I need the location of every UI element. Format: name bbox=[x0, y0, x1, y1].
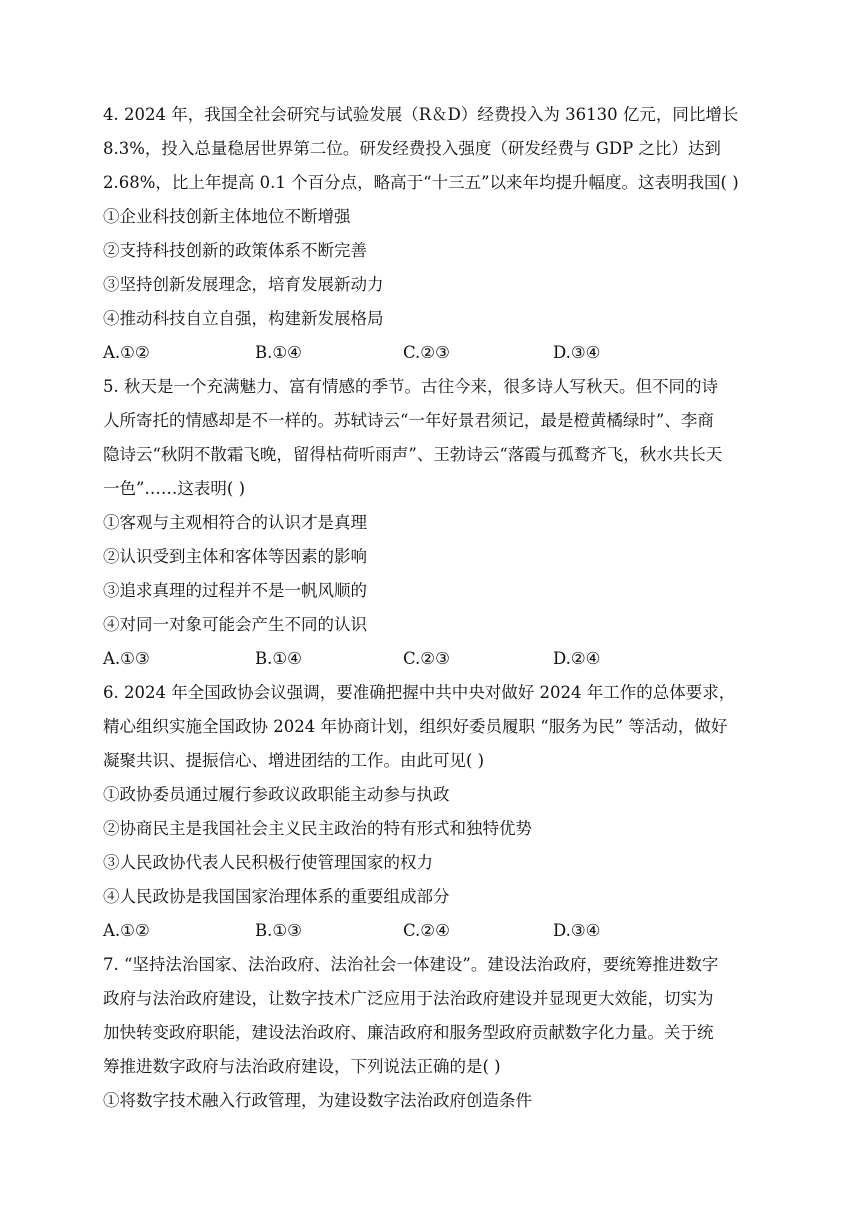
question-7-stem-line-1: 7. “坚持法治国家、法治政府、法治社会一体建设”。建设法治政府，要统筹推进数字 bbox=[103, 955, 719, 974]
question-5-statement-1: ①客观与主观相符合的认识才是真理 bbox=[103, 513, 367, 532]
question-4-stem-line-1: 4. 2024 年，我国全社会研究与试验发展（R＆D）经费投入为 36130 亿元，同比增长 bbox=[103, 105, 739, 124]
question-4-statement-1: ①企业科技创新主体地位不断增强 bbox=[103, 207, 351, 226]
option-d: D.③④ bbox=[553, 343, 601, 362]
question-6-stem-line-2: 精心组织实施全国政协 2024 年协商计划，组织好委员履职 “服务为民” 等活动，做好 bbox=[103, 717, 728, 736]
question-6-options bbox=[103, 920, 663, 942]
option-b: B.①④ bbox=[255, 343, 302, 362]
option-b: B.①③ bbox=[255, 921, 302, 940]
question-4-options bbox=[103, 342, 663, 364]
question-5-statement-3: ③追求真理的过程并不是一帆风顺的 bbox=[103, 581, 367, 600]
question-4-stem-line-2: 8.3%，投入总量稳居世界第二位。研发经费投入强度（研发经费与 GDP 之比）达到 bbox=[103, 139, 721, 158]
question-7-statement-1: ①将数字技术融入行政管理，为建设数字法治政府创造条件 bbox=[103, 1091, 532, 1110]
question-6-statement-4: ④人民政协是我国国家治理体系的重要组成部分 bbox=[103, 887, 450, 906]
question-7-stem-line-2: 政府与法治政府建设，让数字技术广泛应用于法治政府建设并显现更大效能，切实为 bbox=[103, 989, 714, 1008]
question-6-stem-line-3: 凝聚共识、提振信心、增进团结的工作。由此可见( ) bbox=[103, 751, 485, 770]
question-5-stem-line-1: 5. 秋天是一个充满魅力、富有情感的季节。古往今来，很多诗人写秋天。但不同的诗 bbox=[103, 377, 718, 396]
option-a: A.①② bbox=[103, 343, 150, 362]
question-6-stem-line-1: 6. 2024 年全国政协会议强调，要准确把握中共中央对做好 2024 年工作的总体要求， bbox=[103, 683, 736, 702]
question-5-statement-2: ②认识受到主体和客体等因素的影响 bbox=[103, 547, 367, 566]
question-5-stem-line-4: 一色”……这表明( ) bbox=[103, 479, 246, 498]
question-4-statement-4: ④推动科技自立自强，构建新发展格局 bbox=[103, 309, 384, 328]
question-5-stem-line-3: 隐诗云“秋阴不散霜飞晚，留得枯荷听雨声”、王勃诗云“落霞与孤鹜齐飞，秋水共长天 bbox=[103, 445, 723, 464]
question-4-statement-2: ②支持科技创新的政策体系不断完善 bbox=[103, 241, 367, 260]
option-c: C.②④ bbox=[403, 921, 450, 940]
option-b: B.①④ bbox=[255, 649, 302, 668]
question-6-statement-3: ③人民政协代表人民积极行使管理国家的权力 bbox=[103, 853, 433, 872]
question-7-stem-line-4: 筹推进数字政府与法治政府建设，下列说法正确的是( ) bbox=[103, 1057, 501, 1076]
question-4-statement-3: ③坚持创新发展理念，培育发展新动力 bbox=[103, 275, 384, 294]
question-7-stem-line-3: 加快转变政府职能，建设法治政府、廉洁政府和服务型政府贡献数字化力量。关于统 bbox=[103, 1023, 714, 1042]
question-4-stem-line-3: 2.68%，比上年提高 0.1 个百分点，略高于“十三五”以来年均提升幅度。这表明我国( ) bbox=[103, 173, 739, 192]
question-5-statement-4: ④对同一对象可能会产生不同的认识 bbox=[103, 615, 367, 634]
question-5-stem-line-2: 人所寄托的情感却是不一样的。苏轼诗云“一年好景君须记，最是橙黄橘绿时”、李商 bbox=[103, 411, 714, 430]
option-d: D.②④ bbox=[553, 649, 601, 668]
question-5-options bbox=[103, 648, 663, 670]
option-a: A.①③ bbox=[103, 649, 150, 668]
option-a: A.①② bbox=[103, 921, 150, 940]
question-6-statement-2: ②协商民主是我国社会主义民主政治的特有形式和独特优势 bbox=[103, 819, 532, 838]
option-d: D.③④ bbox=[553, 921, 601, 940]
option-c: C.②③ bbox=[403, 343, 450, 362]
question-6-statement-1: ①政协委员通过履行参政议政职能主动参与执政 bbox=[103, 785, 450, 804]
option-c: C.②③ bbox=[403, 649, 450, 668]
